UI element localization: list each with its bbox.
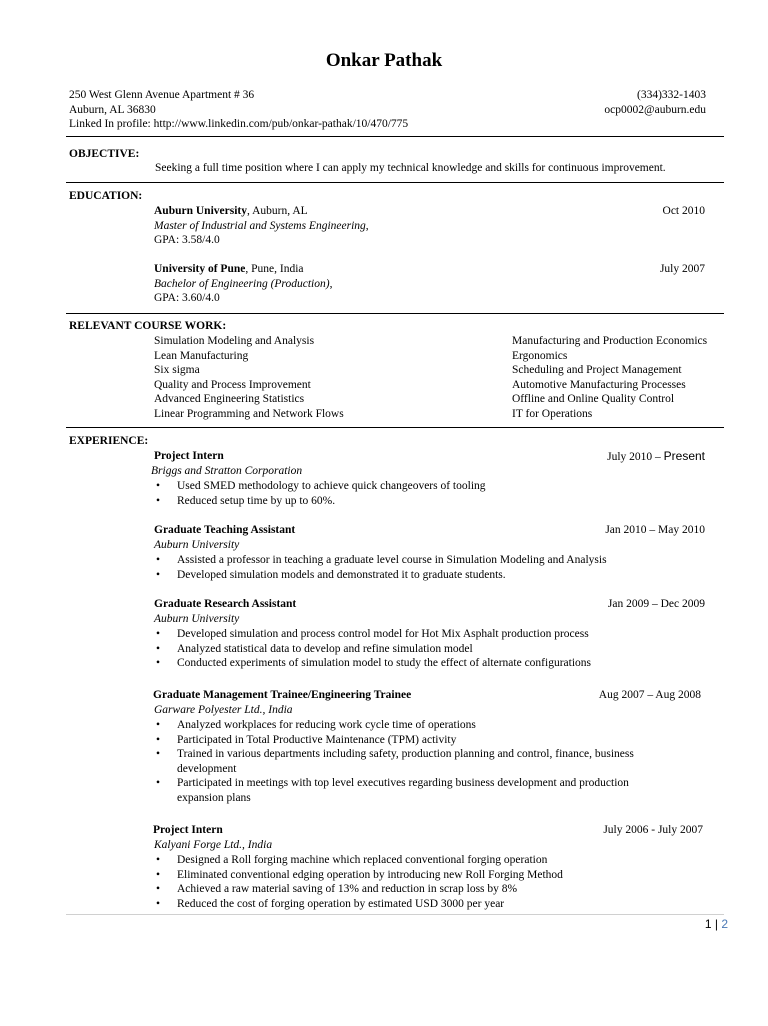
job-date: Aug 2007 – Aug 2008: [598, 689, 701, 701]
divider: [66, 313, 724, 314]
gpa: GPA: 3.58/4.0: [154, 234, 220, 246]
candidate-name: Onkar Pathak: [325, 50, 443, 71]
address-line-1: 250 West Glenn Avenue Apartment # 36: [69, 89, 255, 101]
coursework-left-column: [154, 334, 344, 422]
bullet-item: • Reduced the cost of forging operation by estimated USD 3000 per year: [155, 897, 715, 912]
coursework-heading: RELEVANT COURSE WORK:: [69, 320, 227, 332]
course-item: Lean Manufacturing: [154, 349, 249, 362]
bullet-item: • Participated in meetings with top level executives regarding business development and production expansion plans: [155, 776, 655, 805]
page-separator: |: [714, 917, 718, 931]
education-date: Oct 2010: [662, 205, 705, 217]
school-location: , Pune, India: [245, 263, 304, 275]
course-item: Scheduling and Project Management: [512, 364, 682, 377]
course-item: Offline and Online Quality Control: [512, 393, 675, 406]
bullet-item: • Designed a Roll forging machine which replaced conventional forging operation: [155, 853, 715, 868]
course-item: Manufacturing and Production Economics: [512, 335, 708, 347]
objective-text: Seeking a full time position where I can apply my technical knowledge and skills for continuous improvement.: [155, 162, 666, 174]
bullet-item: • Trained in various departments including safety, production planning and control, finance, business development: [155, 747, 655, 776]
course-item: Quality and Process Improvement: [154, 378, 311, 391]
course-item: Linear Programming and Network Flows: [154, 407, 344, 420]
job-bullets: [155, 627, 715, 671]
linkedin-url[interactable]: Linked In profile: http://www.linkedin.com/pub/onkar-pathak/10/470/775: [69, 118, 409, 130]
course-item: Six sigma: [154, 364, 200, 377]
bullet-item: • Conducted experiments of simulation model to study the effect of alternate configurations: [155, 656, 715, 671]
footer-divider: [66, 914, 724, 915]
job-title: Project Intern: [154, 450, 224, 462]
company-name: Kalyani Forge Ltd., India: [154, 839, 273, 851]
job-title: Graduate Research Assistant: [154, 598, 297, 610]
gpa: GPA: 3.60/4.0: [154, 292, 220, 304]
objective-heading: OBJECTIVE:: [69, 148, 140, 160]
job-title: Graduate Teaching Assistant: [154, 524, 296, 536]
job-title: Graduate Management Trainee/Engineering Trainee: [153, 689, 412, 701]
bullet-item: • Analyzed statistical data to develop and refine simulation model: [155, 642, 715, 657]
bullet-item: • Analyzed workplaces for reducing work cycle time of operations: [155, 718, 655, 733]
job-bullets: [155, 553, 715, 582]
job-bullets: [155, 479, 715, 508]
phone-number: (334)332-1403: [637, 89, 706, 101]
divider: [66, 182, 724, 183]
bullet-item: • Achieved a raw material saving of 13% and reduction in scrap loss by 8%: [155, 882, 715, 897]
job-title: Project Intern: [153, 824, 223, 836]
bullet-item: • Eliminated conventional edging operation by introducing new Roll Forging Method: [155, 868, 715, 883]
company-name: Auburn University: [154, 613, 240, 625]
degree: Bachelor of Engineering (Production): [154, 278, 330, 290]
course-item: Advanced Engineering Statistics: [154, 393, 305, 406]
email-address[interactable]: ocp0002@auburn.edu: [604, 104, 706, 116]
experience-heading: EXPERIENCE:: [69, 435, 149, 447]
bullet-item: • Used SMED methodology to achieve quick changeovers of tooling: [155, 479, 715, 494]
company-name: Garware Polyester Ltd., India: [154, 704, 293, 716]
company-name: Auburn University: [154, 539, 240, 551]
company-name: Briggs and Stratton Corporation: [151, 465, 303, 477]
degree: Master of Industrial and Systems Engineering: [154, 220, 366, 232]
course-item: IT for Operations: [512, 407, 593, 420]
divider: [66, 427, 724, 428]
course-item: Ergonomics: [512, 349, 568, 362]
coursework-right-column: [512, 334, 707, 422]
next-page-link[interactable]: 2: [721, 917, 728, 931]
bullet-item: • Participated in Total Productive Maintenance (TPM) activity: [155, 733, 655, 748]
education-date: July 2007: [659, 263, 705, 275]
job-date: [607, 449, 705, 465]
job-date: Jan 2009 – Dec 2009: [607, 598, 705, 610]
job-bullets: [155, 853, 715, 911]
school-name: University of Pune: [154, 263, 246, 275]
job-bullets: [155, 718, 655, 806]
divider: [66, 136, 724, 137]
degree-suffix: ,: [329, 278, 333, 290]
bullet-item: • Reduced setup time by up to 60%.: [155, 494, 715, 509]
school-name: Auburn University: [154, 205, 247, 217]
course-item: Simulation Modeling and Analysis: [154, 335, 315, 347]
education-heading: EDUCATION:: [69, 190, 143, 202]
current-page: 1: [704, 917, 712, 931]
bullet-item: • Developed simulation and process control model for Hot Mix Asphalt production process: [155, 627, 715, 642]
job-date: July 2006 - July 2007: [603, 824, 703, 836]
school-location: , Auburn, AL: [246, 205, 308, 217]
bullet-item: • Assisted a professor in teaching a graduate level course in Simulation Modeling and Analysis: [155, 553, 715, 568]
bullet-item: • Developed simulation models and demonstrated it to graduate students.: [155, 568, 715, 583]
page-number: [705, 917, 728, 932]
address-line-2: Auburn, AL 36830: [69, 104, 156, 116]
job-date-present: Present: [663, 449, 705, 463]
course-item: Automotive Manufacturing Processes: [512, 378, 686, 391]
job-date-start: July 2010 –: [607, 451, 664, 463]
degree-suffix: ,: [365, 220, 369, 232]
job-date: Jan 2010 – May 2010: [605, 524, 705, 536]
